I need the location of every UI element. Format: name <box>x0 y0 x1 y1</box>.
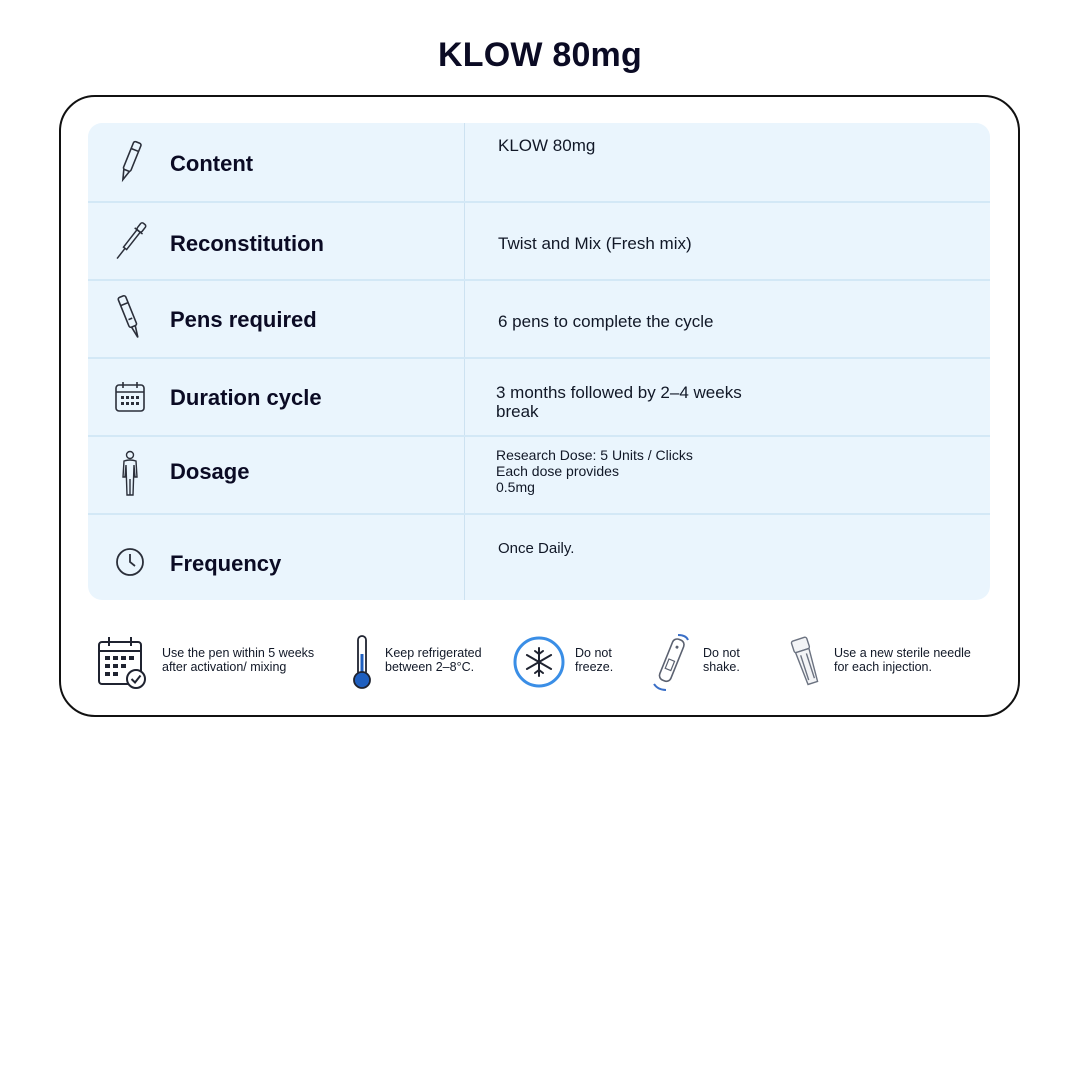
snowflake-icon <box>512 635 566 689</box>
thermometer-icon <box>349 634 375 690</box>
row-label: Content <box>170 151 254 176</box>
table-row-pens-required <box>88 279 990 357</box>
row-label: Duration cycle <box>170 385 322 410</box>
no-shake-icon <box>648 632 694 692</box>
row-value: KLOW 80mg <box>498 136 596 155</box>
row-label: Reconstitution <box>170 231 324 256</box>
clock-icon <box>110 537 150 587</box>
needle-icon <box>786 634 826 690</box>
footer-item-use-within <box>96 632 336 692</box>
footer-text: Use the pen within 5 weeks after activation/ mixing <box>162 646 315 674</box>
footer-item-refrigerate <box>349 632 509 692</box>
footer-text: Keep refrigerated between 2–8°C. <box>385 646 482 674</box>
footer-item-no-freeze <box>512 632 632 692</box>
footer-text: Do not shake. <box>703 646 740 674</box>
table-row-frequency <box>88 513 990 600</box>
footer-text: Use a new sterile needle for each injection. <box>834 646 971 674</box>
footer-item-no-shake <box>648 632 758 692</box>
calendar-icon <box>110 373 150 423</box>
row-label: Dosage <box>170 459 250 484</box>
table-row-duration-cycle <box>88 357 990 435</box>
pen-icon <box>110 137 150 187</box>
calendar-check-icon <box>96 634 148 690</box>
row-value: Twist and Mix (Fresh mix) <box>498 234 692 253</box>
row-value: Once Daily. <box>498 540 575 557</box>
human-figure-icon <box>110 449 150 499</box>
table-row-content <box>88 123 990 201</box>
table-row-reconstitution <box>88 201 990 279</box>
row-value: 6 pens to complete the cycle <box>498 312 714 331</box>
page-title: KLOW 80mg <box>438 36 642 74</box>
row-label: Pens required <box>170 307 317 332</box>
table-row-dosage <box>88 435 990 513</box>
dropper-icon <box>110 217 150 267</box>
footer-text: Do not freeze. <box>575 646 614 674</box>
row-label: Frequency <box>170 551 282 576</box>
info-table <box>88 123 990 600</box>
pen-icon <box>110 293 150 343</box>
footer-item-new-needle <box>786 632 991 692</box>
row-value: Research Dose: 5 Units / Clicks Each dose provides 0.5mg <box>496 447 693 495</box>
row-value: 3 months followed by 2–4 weeks break <box>496 383 742 421</box>
